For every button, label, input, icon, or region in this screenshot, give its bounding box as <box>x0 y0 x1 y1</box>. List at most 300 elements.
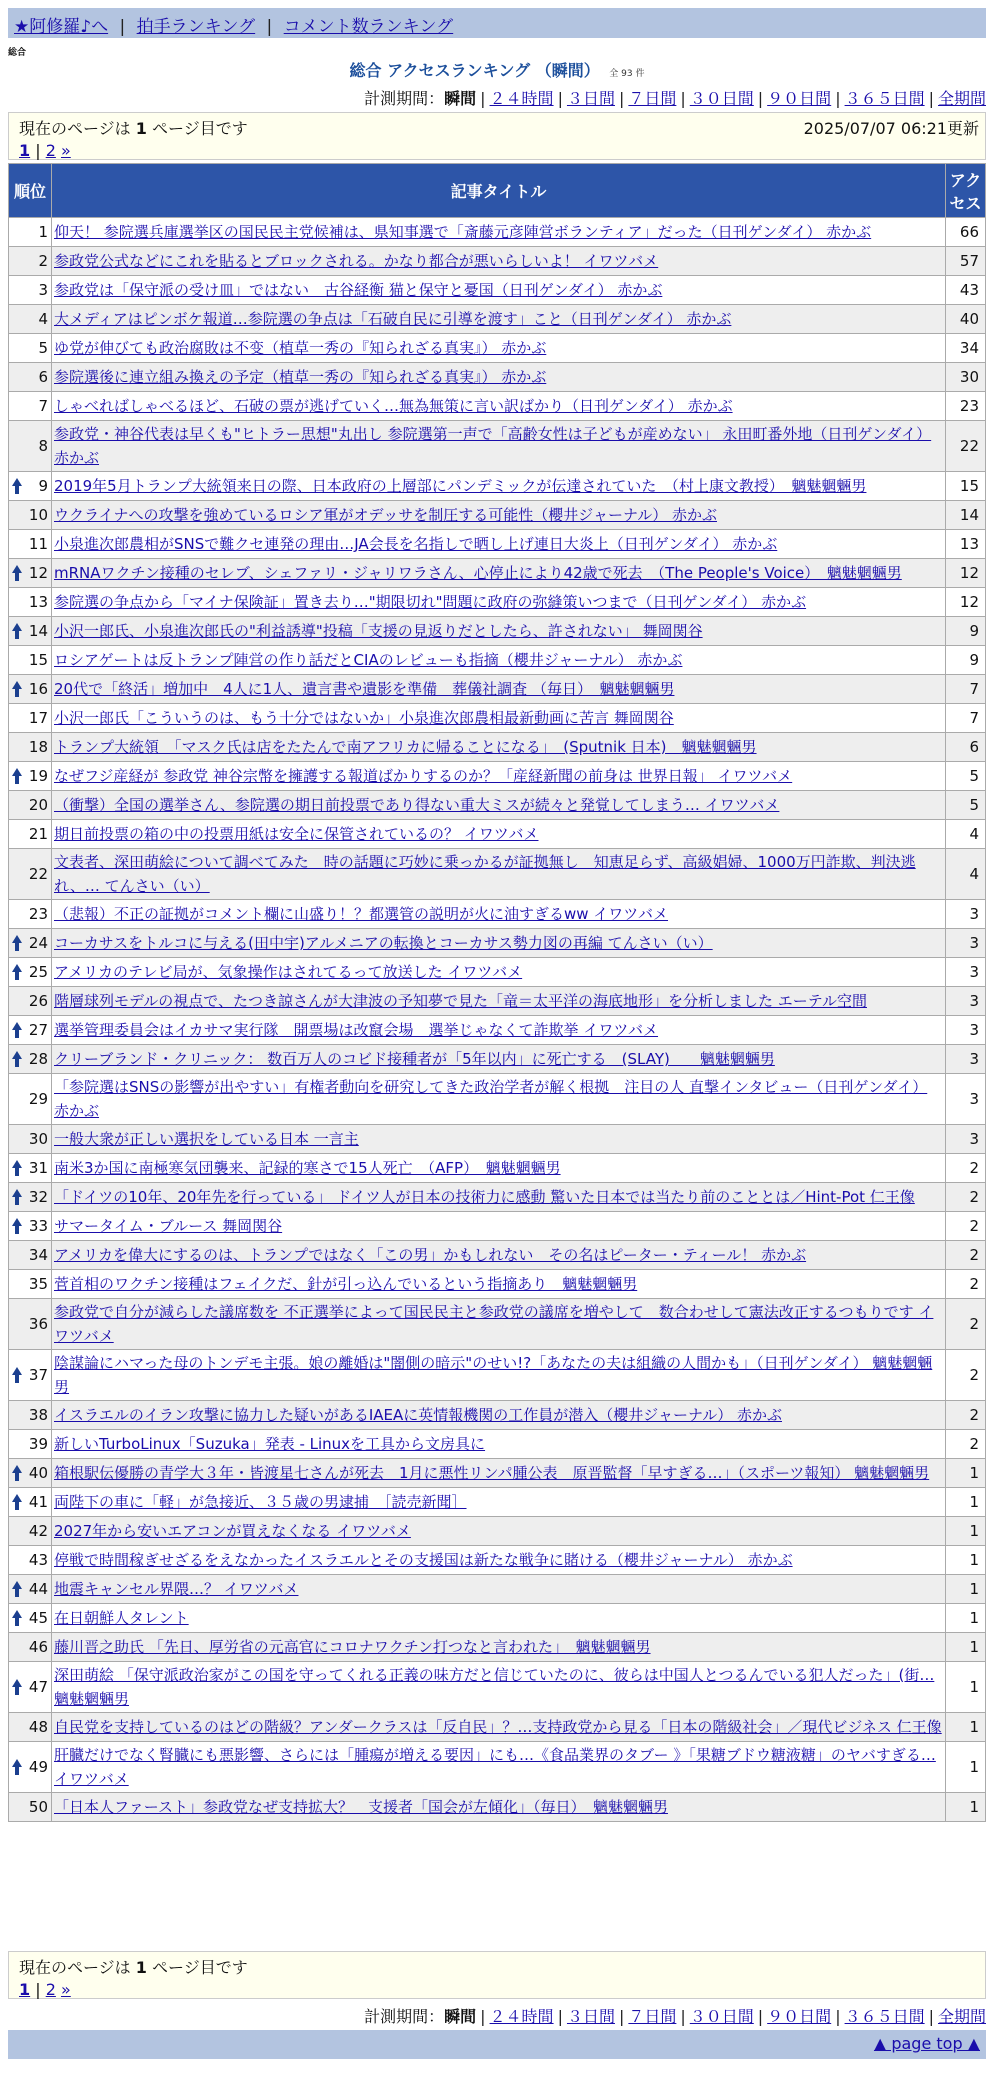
title-cell <box>52 392 945 420</box>
access-count: 3 <box>946 1016 985 1044</box>
article-title-link[interactable]: ゆ党が伸びても政治腐敗は不变（植草一秀の『知られざる真実』） 赤かぶ <box>54 339 547 357</box>
title-cell <box>52 247 945 275</box>
article-title-link[interactable]: 2027年から安いエアコンが買えなくなる イワツバメ <box>54 1522 411 1540</box>
rank-cell <box>9 363 51 391</box>
title-column-header: 記事タイトル <box>52 164 945 217</box>
access-count: 1 <box>946 1662 985 1712</box>
access-count: 5 <box>946 762 985 790</box>
table-row <box>9 247 985 275</box>
period-separator: | <box>557 2007 563 2026</box>
title-cell <box>52 1604 945 1632</box>
rank-cell <box>9 849 51 899</box>
rank-cell <box>9 1742 51 1792</box>
rank-number: 35 <box>28 1275 48 1293</box>
period-option-link[interactable]: ７日間 <box>628 89 677 108</box>
period-option-link[interactable]: ３０日間 <box>689 89 754 108</box>
period-label: 計測期間： <box>364 89 445 108</box>
period-separator: | <box>757 2007 764 2026</box>
access-count: 1 <box>946 1517 985 1545</box>
title-cell <box>52 1212 945 1240</box>
article-title-link[interactable]: イスラエルのイラン攻撃に協力した疑いがあるIAEAに英情報機関の工作員が潜入（櫻井ジャーナル） 赤かぶ <box>54 1406 782 1424</box>
article-title-link[interactable]: 菅首相のワクチン接種はフェイクだ、針が引っ込んでいるという指摘あり 魑魅魍魎男 <box>54 1275 638 1293</box>
updated-timestamp: 2025/07/07 06:21更新 <box>803 119 979 138</box>
rank-cell <box>9 1517 51 1545</box>
pagination-bottom <box>8 1951 986 1999</box>
pagination-top <box>8 112 986 160</box>
table-row <box>9 276 985 304</box>
article-title-link[interactable]: 箱根駅伝優勝の青学大３年・皆渡星七さんが死去 1月に悪性リンパ腫公表 原晋監督「早すぎる…」（スポーツ報知） 魑魅魍魎男 <box>54 1464 930 1482</box>
table-row <box>9 704 985 732</box>
title-cell <box>52 1713 945 1741</box>
access-count: 40 <box>946 305 985 333</box>
period-option-link[interactable]: ７日間 <box>628 2007 677 2026</box>
period-option-link[interactable]: ３日間 <box>566 89 615 108</box>
table-row <box>9 1793 985 1821</box>
rank-number: 22 <box>28 865 48 883</box>
period-separator: | <box>680 89 686 108</box>
article-title-link[interactable]: 文表者、深田萌絵について調べてみた 時の話題に巧妙に乗っかるが証拠無し 知恵足らず、高級娼婦、1000万円詐欺、判決逃れ、… てんさい（い） <box>54 853 916 895</box>
table-row <box>9 588 985 616</box>
title-cell <box>52 1459 945 1487</box>
rank-number: 39 <box>28 1435 48 1453</box>
title-cell <box>52 588 945 616</box>
rank-number: 45 <box>28 1609 48 1627</box>
article-title-link[interactable]: 期日前投票の箱の中の投票用紙は安全に保管されているの？ イワツバメ <box>54 825 539 843</box>
period-separator: | <box>480 89 486 108</box>
table-row <box>9 363 985 391</box>
rank-number: 6 <box>38 368 48 386</box>
access-count: 2 <box>946 1241 985 1269</box>
table-row <box>9 1074 985 1124</box>
rank-cell <box>9 1212 51 1240</box>
access-count: 2 <box>946 1154 985 1182</box>
access-column-header: アクセス <box>946 164 985 217</box>
rank-number: 15 <box>28 651 48 669</box>
period-separator: | <box>618 2007 625 2026</box>
period-separator: | <box>928 89 934 108</box>
access-count: 1 <box>946 1742 985 1792</box>
access-count: 1 <box>946 1546 985 1574</box>
rank-number: 9 <box>38 477 48 495</box>
title-cell <box>52 1016 945 1044</box>
rank-number: 46 <box>28 1638 48 1656</box>
article-title-link[interactable]: 深田萌絵 「保守派政治家がこの国を守ってくれる正義の味方だと信じていたのに、彼らは中国人とつるんでいる犯人だった」(街… 魑魅魍魎男 <box>54 1666 935 1708</box>
access-count: 23 <box>946 392 985 420</box>
rank-number: 37 <box>28 1366 48 1384</box>
article-title-link[interactable]: 参政党公式などにこれを貼るとブロックされる。かなり都合が悪いらしいよ！ イワツバメ <box>54 252 659 270</box>
access-count: 2 <box>946 1299 985 1349</box>
article-title-link[interactable]: 参政党で自分が減らした議席数を 不正選挙によって国民民主と参政党の議席を増やして 数合わせして憲法改正するつもりです イワツバメ <box>54 1303 934 1345</box>
table-row <box>9 530 985 558</box>
article-title-link[interactable]: トランプ大統領 「マスク氏は店をたたんで南アフリカに帰ることになる」 (Sputnik 日本) 魑魅魍魎男 <box>54 738 757 756</box>
article-title-link[interactable]: ロシアゲートは反トランプ陣営の作り話だとCIAのレビューも指摘（櫻井ジャーナル） 赤かぶ <box>54 651 683 669</box>
period-separator: | <box>680 2007 686 2026</box>
title-cell <box>52 617 945 645</box>
nav-separator: | <box>266 17 273 37</box>
period-option-link[interactable]: ２４時間 <box>489 89 554 108</box>
article-title-link[interactable]: 小泉進次郎農相がSNSで難クセ連発の理由…JA会長を名指しで晒し上げ連日大炎上（日刊ゲンダイ） 赤かぶ <box>54 535 778 553</box>
rank-number: 48 <box>28 1718 48 1736</box>
table-row <box>9 1299 985 1349</box>
table-row <box>9 1154 985 1182</box>
period-separator: | <box>835 2007 841 2026</box>
rank-number: 23 <box>28 905 48 923</box>
table-row <box>9 334 985 362</box>
title-cell <box>52 363 945 391</box>
article-title-link[interactable]: 「参院選はSNSの影響が出やすい」有権者動向を研究してきた政治学者が解く根拠 注目の人 直撃インタビュー（日刊ゲンダイ） 赤かぶ <box>54 1078 928 1120</box>
title-cell <box>52 1270 945 1298</box>
access-count: 1 <box>946 1713 985 1741</box>
access-count: 2 <box>946 1350 985 1400</box>
article-title-link[interactable]: 大メディアはピンボケ報道…参院選の争点は「石破自民に引導を渡す」こと（日刊ゲンダイ） 赤かぶ <box>54 310 732 328</box>
access-count: 14 <box>946 501 985 529</box>
title-cell <box>52 1662 945 1712</box>
access-count: 3 <box>946 1074 985 1124</box>
rank-number: 40 <box>28 1464 48 1482</box>
title-cell <box>52 762 945 790</box>
period-current: 瞬間 <box>444 89 477 108</box>
rank-number: 42 <box>28 1522 48 1540</box>
page-2-link[interactable]: 2 <box>45 141 56 160</box>
rank-number: 38 <box>28 1406 48 1424</box>
rank-number: 44 <box>28 1580 48 1598</box>
access-count: 2 <box>946 1401 985 1429</box>
access-count: 57 <box>946 247 985 275</box>
table-row <box>9 1401 985 1429</box>
access-count: 3 <box>946 987 985 1015</box>
access-count: 1 <box>946 1604 985 1632</box>
clap-ranking-link[interactable]: 拍手ランキング <box>136 17 256 37</box>
title-cell <box>52 530 945 558</box>
access-count: 34 <box>946 334 985 362</box>
rank-cell <box>9 1299 51 1349</box>
title-cell <box>52 421 945 471</box>
rank-number: 13 <box>28 593 48 611</box>
period-separator: | <box>557 89 563 108</box>
access-count: 9 <box>946 617 985 645</box>
rank-number: 41 <box>28 1493 48 1511</box>
rank-cell <box>9 675 51 703</box>
table-row <box>9 305 985 333</box>
rank-number: 17 <box>28 709 48 727</box>
title-cell <box>52 1299 945 1349</box>
rank-number: 29 <box>28 1090 48 1108</box>
rank-number: 33 <box>28 1217 48 1235</box>
period-selector-bottom <box>364 2004 986 2027</box>
article-title-link[interactable]: ウクライナへの攻撃を強めているロシア軍がオデッサを制圧する可能性（櫻井ジャーナル） 赤かぶ <box>54 506 717 524</box>
comment-ranking-link[interactable]: コメント数ランキング <box>283 17 454 37</box>
title-cell <box>52 849 945 899</box>
table-row <box>9 472 985 500</box>
rank-cell <box>9 900 51 928</box>
access-count: 1 <box>946 1488 985 1516</box>
table-row <box>9 559 985 587</box>
article-title-link[interactable]: アメリカを偉大にするのは、トランプではなく「この男」かもしれない その名はピーター・ティール！ 赤かぶ <box>54 1246 807 1264</box>
rank-cell <box>9 958 51 986</box>
period-option-link[interactable]: ３日間 <box>566 2007 615 2026</box>
title-cell <box>52 704 945 732</box>
article-title-link[interactable]: 20代で「終活」増加中 4人に1人、遺言書や遺影を準備 葬儀社調査 （毎日） 魑魅魍魎男 <box>54 680 675 698</box>
table-row <box>9 1517 985 1545</box>
article-title-link[interactable]: 仰天！ 参院選兵庫選挙区の国民民主党候補は、県知事選で「斎藤元彦陣営ボランティア」だった（日刊ゲンダイ） 赤かぶ <box>54 223 872 241</box>
rank-number: 32 <box>28 1188 48 1206</box>
rank-cell <box>9 1125 51 1153</box>
page-status: 現在のページは 1 ページ目です <box>19 119 248 138</box>
article-title-link[interactable]: 自民党を支持しているのはどの階級？アンダークラスは「反自民」？…支持政党から見る「日本の階級社会」／現代ビジネス 仁王像 <box>54 1718 942 1736</box>
rank-cell <box>9 276 51 304</box>
rank-number: 7 <box>38 397 48 415</box>
next-page-link[interactable]: » <box>60 141 71 160</box>
rank-number: 50 <box>28 1798 48 1816</box>
table-row <box>9 987 985 1015</box>
rank-number: 19 <box>28 767 48 785</box>
title-cell <box>52 1074 945 1124</box>
period-option-link[interactable]: 全期間 <box>937 89 986 108</box>
table-row <box>9 1575 985 1603</box>
page-status: 現在のページは 1 ページ目です <box>19 1958 248 1977</box>
title-cell <box>52 1742 945 1792</box>
page-links: 1 | 2 » <box>19 141 71 160</box>
table-row <box>9 929 985 957</box>
rank-cell <box>9 218 51 246</box>
table-row <box>9 218 985 246</box>
table-row <box>9 791 985 819</box>
period-separator: | <box>757 89 764 108</box>
article-title-link[interactable]: 新しいTurboLinux「Suzuka」発表 - Linuxを工具から文房具に <box>54 1435 486 1453</box>
rank-number: 49 <box>28 1758 48 1776</box>
page-2-link[interactable]: 2 <box>45 1980 56 1999</box>
rank-cell <box>9 1713 51 1741</box>
article-title-link[interactable]: 参政党は「保守派の受け皿」ではない 古谷経衡 猫と保守と憂国（日刊ゲンダイ） 赤かぶ <box>54 281 663 299</box>
article-title-link[interactable]: コーカサスをトルコに与える(田中宇)アルメニアの転換とコーカサス勢力図の再編 てんさい（い） <box>54 934 713 952</box>
article-title-link[interactable]: しゃべればしゃべるほど、石破の票が逃げていく…無為無策に言い訳ばかり（日刊ゲンダイ） 赤かぶ <box>54 397 733 415</box>
table-row <box>9 1125 985 1153</box>
table-row <box>9 958 985 986</box>
table-row <box>9 421 985 471</box>
page-title-row <box>0 58 994 81</box>
access-count: 4 <box>946 849 985 899</box>
access-count: 5 <box>946 791 985 819</box>
title-cell <box>52 501 945 529</box>
table-row <box>9 820 985 848</box>
article-title-link[interactable]: 小沢一郎氏、小泉進次郎氏の"利益誘導"投稿「支援の見返りだとしたら、許されない」 舞岡関谷 <box>54 622 703 640</box>
article-title-link[interactable]: アメリカのテレビ局が、気象操作はされてるって放送した イワツバメ <box>54 963 523 981</box>
period-option-link[interactable]: 全期間 <box>937 2007 986 2026</box>
access-count: 30 <box>946 363 985 391</box>
period-separator: | <box>480 2007 486 2026</box>
access-count: 2 <box>946 1430 985 1458</box>
table-row <box>9 392 985 420</box>
article-title-link[interactable]: 参院選後に連立組み換えの予定（植草一秀の『知られざる真実』） 赤かぶ <box>54 368 547 386</box>
article-title-link[interactable]: 参政党・神谷代表は早くも"ヒトラー思想"丸出し 参院選第一声で「高齢女性は子どもが産めない」 永田町番外地（日刊ゲンダイ） 赤かぶ <box>54 425 932 467</box>
table-row <box>9 1350 985 1400</box>
table-row <box>9 1459 985 1487</box>
article-title-link[interactable]: 小沢一郎氏「こういうのは、もう十分ではないか」小泉進次郎農相最新動画に苦言 舞岡関谷 <box>54 709 674 727</box>
article-title-link[interactable]: 陰謀論にハマった母のトンデモ主張。娘の離婚は"闇側の暗示"のせい!?「あなたの夫は組織の人間かも」（日刊ゲンダイ） 魑魅魍魎男 <box>54 1354 933 1396</box>
article-title-link[interactable]: 「ドイツの10年、20年先を行っている」 ドイツ人が日本の技術力に感動 驚いた日本では当たり前のこととは／Hint-Pot 仁王像 <box>54 1188 915 1206</box>
rank-number: 27 <box>28 1021 48 1039</box>
period-separator: | <box>928 2007 934 2026</box>
rank-column-header: 順位 <box>9 164 51 217</box>
article-title-link[interactable]: 地震キャンセル界隈…？ イワツバメ <box>54 1580 299 1598</box>
title-cell <box>52 1546 945 1574</box>
table-row <box>9 900 985 928</box>
access-count: 3 <box>946 958 985 986</box>
rank-cell <box>9 1488 51 1516</box>
table-row <box>9 1546 985 1574</box>
title-cell <box>52 305 945 333</box>
period-separator: | <box>835 89 841 108</box>
title-cell <box>52 218 945 246</box>
rank-number: 21 <box>28 825 48 843</box>
home-link[interactable]: ★阿修羅♪へ <box>14 17 109 37</box>
access-count: 1 <box>946 1459 985 1487</box>
period-option-link[interactable]: ３６５日間 <box>844 2007 925 2026</box>
rank-number: 28 <box>28 1050 48 1068</box>
article-title-link[interactable]: 在日朝鮮人タレント <box>54 1609 189 1627</box>
article-title-link[interactable]: 藤川晋之助氏 「先日、厚労省の元高官にコロナワクチン打つなと言われた」 魑魅魍魎男 <box>54 1638 651 1656</box>
rank-number: 2 <box>38 252 48 270</box>
access-count: 3 <box>946 1045 985 1073</box>
rank-cell <box>9 1350 51 1400</box>
article-title-link[interactable]: なぜフジ産経が 参政党 神谷宗幣を擁護する報道ばかりするのか？「産経新聞の前身は 世界日報」 イワツバメ <box>54 767 793 785</box>
access-count: 15 <box>946 472 985 500</box>
title-cell <box>52 1350 945 1400</box>
title-cell <box>52 733 945 761</box>
rank-number: 24 <box>28 934 48 952</box>
table-row <box>9 1430 985 1458</box>
title-cell <box>52 675 945 703</box>
article-title-link[interactable]: （悲報）不正の証拠がコメント欄に山盛り！？都選管の説明が火に油すぎるww イワツバメ <box>54 905 669 923</box>
article-title-link[interactable]: 2019年5月トランプ大統領来日の際、日本政府の上層部にパンデミックが伝達されていた （村上康文教授） 魑魅魍魎男 <box>54 477 867 495</box>
table-row <box>9 617 985 645</box>
access-count: 9 <box>946 646 985 674</box>
access-count: 7 <box>946 704 985 732</box>
rank-number: 30 <box>28 1130 48 1148</box>
period-option-link[interactable]: ３０日間 <box>689 2007 754 2026</box>
table-row <box>9 1604 985 1632</box>
table-row <box>9 1713 985 1741</box>
rank-cell <box>9 1546 51 1574</box>
table-row <box>9 1633 985 1661</box>
rank-cell <box>9 1045 51 1073</box>
period-option-link[interactable]: ２４時間 <box>489 2007 554 2026</box>
page-top-link[interactable]: ▲ page top ▲ <box>873 2034 980 2053</box>
category-label: 総合 <box>8 48 27 58</box>
rank-number: 31 <box>28 1159 48 1177</box>
title-cell <box>52 1154 945 1182</box>
article-title-link[interactable]: 両陛下の車に「軽」が急接近、３５歳の男逮捕 ［読売新聞］ <box>54 1493 467 1511</box>
page-title: 総合 アクセスランキング （瞬間） <box>349 61 600 80</box>
rank-cell <box>9 472 51 500</box>
rank-cell <box>9 1793 51 1821</box>
rank-cell <box>9 1016 51 1044</box>
article-title-link[interactable]: クリーブランド・クリニック： 数百万人のコビド接種者が「5年以内」に死亡する (SLAY) 魑魅魍魎男 <box>54 1050 775 1068</box>
table-row <box>9 1742 985 1792</box>
rank-cell <box>9 929 51 957</box>
access-count: 43 <box>946 276 985 304</box>
title-cell <box>52 1633 945 1661</box>
page-1-link[interactable]: 1 <box>19 1980 31 1999</box>
article-title-link[interactable]: 階層球列モデルの視点で、たつき諒さんが大津波の予知夢で見た「竜＝太平洋の海底地形」を分析しました エーテル空間 <box>54 992 867 1010</box>
title-cell <box>52 1183 945 1211</box>
rank-cell <box>9 501 51 529</box>
access-count: 66 <box>946 218 985 246</box>
article-title-link[interactable]: 選挙管理委員会はイカサマ実行隊 開票場は改竄会場 選挙じゃなくて詐欺挙 イワツバメ <box>54 1021 659 1039</box>
period-selector-top <box>364 86 986 109</box>
table-row <box>9 1016 985 1044</box>
rank-cell <box>9 617 51 645</box>
article-title-link[interactable]: 肝臓だけでなく腎臓にも悪影響、さらには「腫瘍が増える要因」にも…《食品業界のタブー 》「果糖ブドウ糖液糖」のヤバすぎる… イワツバメ <box>54 1746 936 1788</box>
article-title-link[interactable]: mRNAワクチン接種のセレブ、シェファリ・ジャリワラさん、心停止により42歳で死去 （The People's Voice） 魑魅魍魎男 <box>54 564 902 582</box>
article-title-link[interactable]: 一般大衆が正しい選択をしている日本 一言主 <box>54 1130 359 1148</box>
title-cell <box>52 958 945 986</box>
article-title-link[interactable]: （衝撃）全国の選挙さん、参院選の期日前投票であり得ない重大ミスが続々と発覚してしまう… イワツバメ <box>54 796 780 814</box>
rank-cell <box>9 762 51 790</box>
rank-cell <box>9 530 51 558</box>
title-cell <box>52 1125 945 1153</box>
title-cell <box>52 1488 945 1516</box>
article-title-link[interactable]: 「日本人ファースト」参政党なぜ支持拡大？ 支援者「国会が左傾化」（毎日） 魑魅魍魎男 <box>54 1798 668 1816</box>
rank-cell <box>9 588 51 616</box>
access-count: 2 <box>946 1183 985 1211</box>
article-title-link[interactable]: 停戦で時間稼ぎせざるをえなかったイスラエルとその支援国は新たな戦争に賭ける（櫻井ジャーナル） 赤かぶ <box>54 1551 793 1569</box>
title-cell <box>52 929 945 957</box>
period-option-link[interactable]: ９０日間 <box>767 89 832 108</box>
title-cell <box>52 820 945 848</box>
access-count: 2 <box>946 1270 985 1298</box>
article-title-link[interactable]: サマータイム・ブルース 舞岡関谷 <box>54 1217 283 1235</box>
rank-cell <box>9 1241 51 1269</box>
article-title-link[interactable]: 参院選の争点から「マイナ保険証」置き去り…"期限切れ"問題に政府の弥縫策いつまで（日刊ゲンダイ） 赤かぶ <box>54 593 807 611</box>
title-cell <box>52 472 945 500</box>
page-links: 1 | 2 » <box>19 1980 71 1999</box>
period-option-link[interactable]: ３６５日間 <box>844 89 925 108</box>
ranking-table <box>8 163 986 1822</box>
rank-cell <box>9 820 51 848</box>
table-row <box>9 1241 985 1269</box>
rank-number: 11 <box>28 535 48 553</box>
rank-number: 4 <box>38 310 48 328</box>
article-title-link[interactable]: 南米3か国に南極寒気団襲来、記録的寒さで15人死亡 （AFP） 魑魅魍魎男 <box>54 1159 561 1177</box>
title-cell <box>52 646 945 674</box>
title-cell <box>52 1401 945 1429</box>
rank-cell <box>9 1604 51 1632</box>
access-count: 3 <box>946 1125 985 1153</box>
title-cell <box>52 1517 945 1545</box>
rank-number: 16 <box>28 680 48 698</box>
rank-number: 20 <box>28 796 48 814</box>
page-1-link[interactable]: 1 <box>19 141 31 160</box>
rank-cell <box>9 334 51 362</box>
rank-cell <box>9 987 51 1015</box>
rank-number: 47 <box>28 1678 48 1696</box>
next-page-link[interactable]: » <box>60 1980 71 1999</box>
period-current: 瞬間 <box>444 2007 477 2026</box>
title-cell <box>52 1793 945 1821</box>
title-cell <box>52 987 945 1015</box>
title-cell <box>52 900 945 928</box>
rank-number: 18 <box>28 738 48 756</box>
table-row <box>9 1045 985 1073</box>
access-count: 22 <box>946 421 985 471</box>
period-option-link[interactable]: ９０日間 <box>767 2007 832 2026</box>
table-row <box>9 1212 985 1240</box>
rank-cell <box>9 1074 51 1124</box>
rank-number: 10 <box>28 506 48 524</box>
table-row <box>9 646 985 674</box>
period-separator: | <box>618 89 625 108</box>
